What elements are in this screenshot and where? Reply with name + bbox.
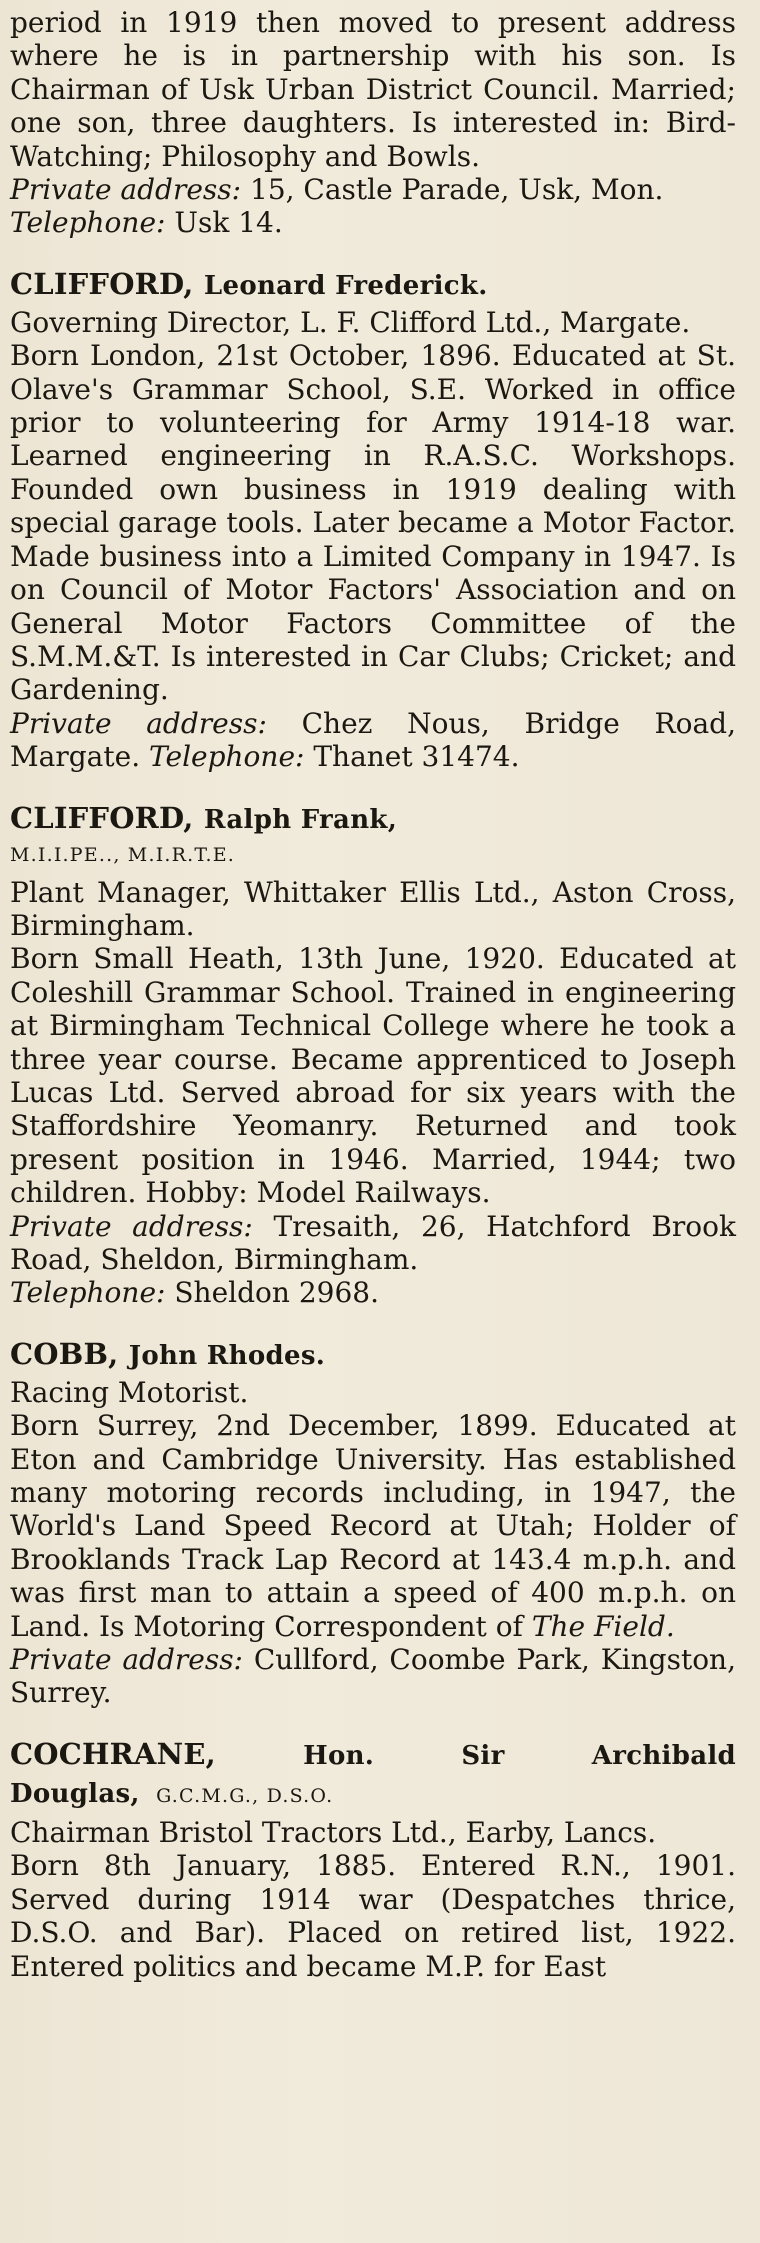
entry-title: Sir <box>461 1740 505 1771</box>
entry-name <box>10 800 736 838</box>
entry-telephone <box>10 206 736 239</box>
telephone-text: Sheldon 2968. <box>174 1276 379 1310</box>
entry-given-name: Archibald <box>591 1740 736 1771</box>
entry-surname: CLIFFORD, <box>10 800 194 835</box>
entry-continuation <box>10 6 736 240</box>
entry-given-name: John Rhodes. <box>128 1340 326 1371</box>
entry-body-text: Born Surrey, 2nd December, 1899. Educated at Eton and Cambridge University. Has established many motoring records including, in 1947, the World's Land Speed Record at Utah; Holder of Brooklands Track Lap Record at 143.4 m.p.h. and was first man to attain a speed of 400 m.p.h. on Land. Is Motoring Correspondent of <box>10 1409 736 1643</box>
entry-given-name-second: Douglas, <box>10 1778 140 1809</box>
entry-name <box>10 266 736 304</box>
entry-clifford-leonard <box>10 266 736 774</box>
entry-surname: COCHRANE, <box>10 1736 216 1771</box>
entry-given-name: Leonard Frederick. <box>203 270 488 301</box>
entry-body <box>10 1409 736 1643</box>
private-address-text: 15, Castle Parade, Usk, Mon. <box>250 173 664 207</box>
entry-private-address <box>10 1210 736 1277</box>
entry-cobb-john <box>10 1336 736 1710</box>
entry-private-address <box>10 1643 736 1710</box>
entry-name <box>10 1736 736 1774</box>
telephone-label: Telephone: <box>149 740 305 774</box>
entry-contact <box>10 707 736 774</box>
private-address-text: Chez Nous, Bridge Road, Margate. <box>10 706 736 774</box>
entry-private-address <box>10 173 736 206</box>
entry-name-line-2 <box>10 1774 736 1812</box>
entry-given-name: Ralph Frank, <box>203 804 398 835</box>
entry-telephone <box>10 1276 736 1309</box>
private-address-text: Tresaith, 26, Hatchford Brook Road, Sheldon, Birmingham. <box>10 1209 736 1276</box>
entry-honorific: Hon. <box>303 1740 375 1771</box>
private-address-label: Private address: <box>10 706 267 740</box>
entry-occupation: Chairman Bristol Tractors Ltd., Earby, Lancs. <box>10 1815 657 1849</box>
entry-occupation: Governing Director, L. F. Clifford Ltd., Margate. <box>10 305 691 339</box>
entry-qualifications: G.C.M.G., D.S.O. <box>156 1784 334 1807</box>
telephone-label: Telephone: <box>10 206 166 240</box>
private-address-label: Private address: <box>10 173 242 207</box>
entry-body: Born Small Heath, 13th June, 1920. Educated at Coleshill Grammar School. Trained in engineering at Birmingham Technical College where he took a three year course. Became apprenticed to Joseph Lucas Ltd. Served abroad for six years with the Staffordshire Yeomanry. Returned and took present position in 1946. Married, 1944; two children. Hobby: Model Railways. <box>10 942 736 1210</box>
entry-surname: COBB, <box>10 1336 119 1371</box>
telephone-label: Telephone: <box>10 1276 166 1310</box>
telephone-text: Thanet 31474. <box>313 740 520 774</box>
entry-body: period in 1919 then moved to present address where he is in partnership with his son. Is Chairman of Usk Urban District Council. Married; one son, three daughters. Is interested in: Bird-Watching; Philosophy and Bowls. <box>10 6 736 173</box>
private-address-label: Private address: <box>10 1209 253 1243</box>
publication-title: The Field. <box>531 1609 675 1643</box>
entry-body: Born 8th January, 1885. Entered R.N., 1901. Served during 1914 war (Despatches thrice, D.S.O. and Bar). Placed on retired list, 1922. Entered politics and became M.P. for East <box>10 1849 736 1983</box>
entry-occupation: Racing Motorist. <box>10 1375 249 1409</box>
entry-cochrane-archibald <box>10 1736 736 1983</box>
entry-occupation: Plant Manager, Whittaker Ellis Ltd., Aston Cross, Birmingham. <box>10 875 736 942</box>
entry-qualifications: M.I.I.PE.., M.I.R.T.E. <box>10 843 236 866</box>
entry-clifford-ralph <box>10 800 736 1310</box>
telephone-text: Usk 14. <box>174 206 283 240</box>
private-address-text: Cullford, Coombe Park, Kingston, Surrey. <box>10 1643 736 1710</box>
entry-name <box>10 1336 736 1374</box>
entry-surname: CLIFFORD, <box>10 266 194 301</box>
entry-body: Born London, 21st October, 1896. Educated at St. Olave's Grammar School, S.E. Worked in office prior to volunteering for Army 1914-18 war. Learned engineering in R.A.S.C. Workshops. Founded own business in 1919 dealing with special garage tools. Later became a Motor Factor. Made business into a Limited Company in 1947. Is on Council of Motor Factors' Association and on General Motor Factors Committee of the S.M.M.&T. Is interested in Car Clubs; Cricket; and Gardening. <box>10 339 736 707</box>
private-address-label: Private address: <box>10 1643 243 1677</box>
